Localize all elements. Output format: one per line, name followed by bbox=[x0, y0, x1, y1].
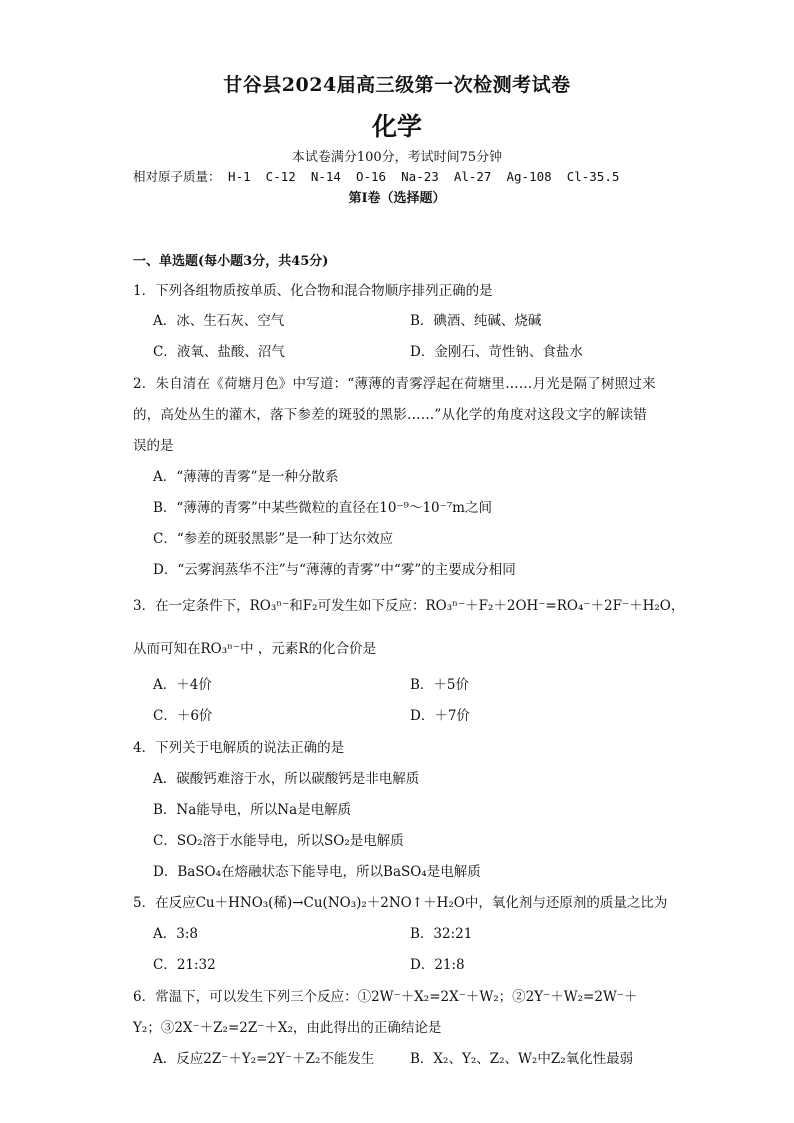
question-2-stem-line3: 误的是 bbox=[133, 438, 174, 454]
question-6-stem-line1: 6．常温下，可以发生下列三个反应：①2W⁻＋X₂=2X⁻＋W₂；②2Y⁻＋W₂=2W⁻＋ bbox=[133, 989, 638, 1005]
question-3-option-d: D．＋7价 bbox=[410, 708, 470, 724]
question-4-stem: 4．下列关于电解质的说法正确的是 bbox=[133, 740, 345, 756]
question-3-stem-line2: 从而可知在RO₃ⁿ⁻中 ，元素R的化合价是 bbox=[133, 641, 377, 657]
question-5-option-d: D．21:8 bbox=[410, 957, 465, 973]
question-5-stem: 5．在反应Cu＋HNO₃(稀)→Cu(NO₃)₂＋2NO↑＋H₂O中，氧化剂与还原剂的质量之比为 bbox=[133, 895, 668, 911]
subject-title: 化学 bbox=[371, 112, 422, 141]
question-2-option-a: A．“薄薄的青雾”是一种分散系 bbox=[153, 469, 339, 485]
volume-heading: 第Ⅰ卷（选择题） bbox=[348, 191, 446, 206]
exam-title: 甘谷县2024届高三级第一次检测考试卷 bbox=[223, 74, 571, 96]
atomic-mass-line bbox=[133, 167, 619, 185]
question-3-option-a: A．＋4价 bbox=[153, 677, 212, 693]
question-1-option-a: A．冰、生石灰、空气 bbox=[153, 313, 285, 329]
question-6-stem-line2: Y₂；③2X⁻＋Z₂=2Z⁻＋X₂，由此得出的正确结论是 bbox=[133, 1020, 442, 1036]
question-5-option-a: A．3:8 bbox=[153, 926, 198, 942]
question-4-option-b: B．Na能导电，所以Na是电解质 bbox=[153, 802, 352, 818]
question-5-option-c: C．21:32 bbox=[153, 957, 216, 973]
atomic-mass-values: H-1 C-12 N-14 O-16 Na-23 Al-27 Ag-108 Cl-35.5 bbox=[228, 169, 620, 184]
question-5-option-b: B．32:21 bbox=[410, 926, 473, 942]
exam-info: 本试卷满分100分，考试时间75分钟 bbox=[291, 150, 503, 165]
question-3-option-b: B．＋5价 bbox=[410, 677, 470, 693]
question-2-option-b: B．“薄薄的青雾”中某些微粒的直径在10⁻⁹～10⁻⁷m之间 bbox=[153, 500, 492, 516]
question-2-option-c: C．“参差的斑驳黑影”是一种丁达尔效应 bbox=[153, 531, 394, 547]
question-4-option-a: A．碳酸钙难溶于水，所以碳酸钙是非电解质 bbox=[153, 771, 420, 787]
question-2-stem-line1: 2．朱自清在《荷塘月色》中写道：“薄薄的青雾浮起在荷塘里……月光是隔了树照过来 bbox=[133, 376, 656, 392]
question-3-option-c: C．＋6价 bbox=[153, 708, 213, 724]
question-6-option-a: A．反应2Z⁻＋Y₂=2Y⁻＋Z₂不能发生 bbox=[153, 1051, 375, 1067]
question-4-option-c: C．SO₂溶于水能导电，所以SO₂是电解质 bbox=[153, 833, 404, 849]
question-1-option-c: C．液氧、盐酸、沼气 bbox=[153, 344, 285, 360]
question-3-stem-line1: 3．在一定条件下，RO₃ⁿ⁻和F₂可发生如下反应：RO₃ⁿ⁻＋F₂＋2OH⁻=RO₄⁻＋2F⁻＋H₂O， bbox=[133, 598, 685, 614]
question-4-option-d: D．BaSO₄在熔融状态下能导电，所以BaSO₄是电解质 bbox=[153, 864, 481, 880]
question-1-option-d: D．金刚石、苛性钠、食盐水 bbox=[410, 344, 583, 360]
question-2-stem-line2: 的，高处丛生的灌木，落下参差的斑驳的黑影……”从化学的角度对这段文字的解读错 bbox=[133, 407, 648, 423]
question-1-stem: 1．下列各组物质按单质、化合物和混合物顺序排列正确的是 bbox=[133, 283, 493, 299]
section-heading: 一、单选题(每小题3分，共45分) bbox=[133, 254, 329, 269]
question-6-option-b: B．X₂、Y₂、Z₂、W₂中Z₂氧化性最弱 bbox=[410, 1051, 634, 1067]
atomic-mass-label: 相对原子质量： bbox=[133, 169, 221, 184]
question-1-option-b: B．碘酒、纯碱、烧碱 bbox=[410, 313, 542, 329]
question-2-option-d: D．“云雾润蒸华不注”与“薄薄的青雾”中“雾”的主要成分相同 bbox=[153, 562, 516, 578]
